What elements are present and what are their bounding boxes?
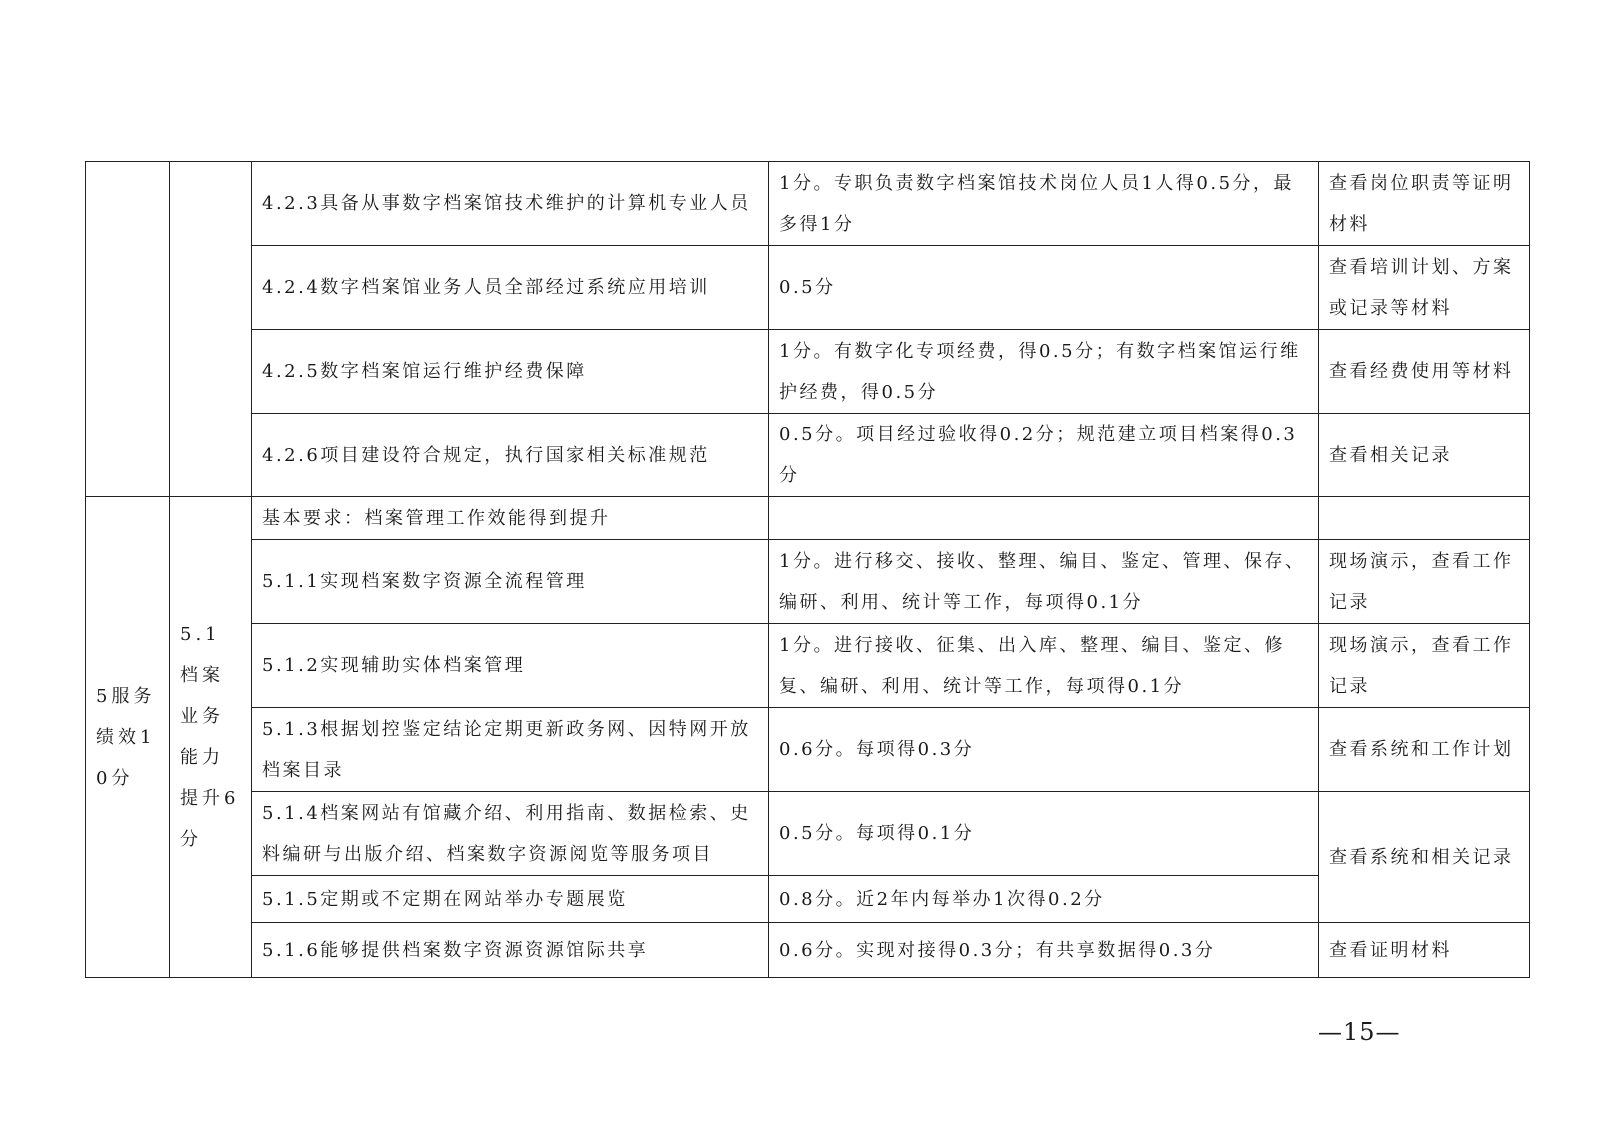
item-cell bbox=[252, 792, 769, 876]
item-text: 4.2.4数字档案馆业务人员全部经过系统应用培训 bbox=[262, 277, 710, 298]
item-text: 5.1.2实现辅助实体档案管理 bbox=[262, 655, 526, 676]
score-cell bbox=[769, 330, 1319, 414]
score-cell bbox=[769, 162, 1319, 246]
score-cell bbox=[769, 624, 1319, 708]
score-cell bbox=[769, 246, 1319, 330]
table-row bbox=[86, 162, 1530, 246]
item-text: 5.1.3根据划控鉴定结论定期更新政务网、因特网开放档案目录 bbox=[262, 718, 751, 781]
table-row bbox=[86, 497, 1530, 540]
method-text: 查看系统和相关记录 bbox=[1329, 846, 1514, 868]
item-cell bbox=[252, 540, 769, 624]
score-cell bbox=[769, 540, 1319, 624]
method-text: 查看相关记录 bbox=[1329, 444, 1452, 466]
table-row bbox=[86, 792, 1530, 876]
subcategory-cell-empty bbox=[170, 162, 252, 497]
category-cell bbox=[86, 497, 170, 978]
score-cell bbox=[769, 923, 1319, 978]
method-text: 查看证明材料 bbox=[1329, 939, 1452, 961]
item-text: 4.2.5数字档案馆运行维护经费保障 bbox=[262, 361, 587, 382]
item-cell bbox=[252, 330, 769, 414]
score-text: 1分。进行接收、征集、出入库、整理、编目、鉴定、修复、编研、利用、统计等工作，每项得0.1分 bbox=[779, 634, 1285, 697]
item-cell bbox=[252, 923, 769, 978]
table-row bbox=[86, 624, 1530, 708]
score-text: 1分。有数字化专项经费，得0.5分；有数字档案馆运行维护经费，得0.5分 bbox=[779, 340, 1301, 403]
category-cell-empty bbox=[86, 162, 170, 497]
item-text: 5.1.4档案网站有馆藏介绍、利用指南、数据检索、史料编研与出版介绍、档案数字资源阅览等服务项目 bbox=[262, 802, 751, 865]
item-cell bbox=[252, 162, 769, 246]
basic-requirement-text: 基本要求：档案管理工作效能得到提升 bbox=[262, 507, 611, 529]
method-cell bbox=[1319, 414, 1530, 497]
table-row bbox=[86, 708, 1530, 792]
item-text: 4.2.6项目建设符合规定，执行国家相关标准规范 bbox=[262, 444, 710, 466]
page-number: —15— bbox=[1318, 1018, 1401, 1046]
score-text: 1分。进行移交、接收、整理、编目、鉴定、管理、保存、编研、利用、统计等工作，每项得0.1分 bbox=[779, 550, 1306, 613]
item-cell bbox=[252, 246, 769, 330]
item-text: 5.1.5定期或不定期在网站举办专题展览 bbox=[262, 888, 628, 910]
score-text: 0.6分。每项得0.3分 bbox=[779, 739, 975, 760]
method-cell bbox=[1319, 708, 1530, 792]
table-row bbox=[86, 246, 1530, 330]
subcategory-cell bbox=[170, 497, 252, 978]
score-text: 0.5分。每项得0.1分 bbox=[779, 823, 975, 844]
category-text: 5服务绩效10分 bbox=[96, 685, 156, 789]
evaluation-table bbox=[85, 161, 1530, 978]
method-cell bbox=[1319, 246, 1530, 330]
item-cell bbox=[252, 708, 769, 792]
score-cell bbox=[769, 414, 1319, 497]
item-text: 4.2.3具备从事数字档案馆技术维护的计算机专业人员 bbox=[262, 193, 751, 214]
score-text: 0.5分 bbox=[779, 277, 836, 298]
method-text: 现场演示，查看工作记录 bbox=[1329, 550, 1514, 613]
method-cell bbox=[1319, 540, 1530, 624]
score-text: 1分。专职负责数字档案馆技术岗位人员1人得0.5分，最多得1分 bbox=[779, 172, 1295, 235]
method-text: 查看岗位职责等证明材料 bbox=[1329, 172, 1514, 235]
basic-requirement-cell bbox=[252, 497, 769, 540]
score-text: 0.5分。项目经过验收得0.2分；规范建立项目档案得0.3分 bbox=[779, 424, 1298, 486]
score-cell bbox=[769, 708, 1319, 792]
method-text: 查看经费使用等材料 bbox=[1329, 361, 1514, 382]
subcategory-text: 5.1档案业务能力提升6分 bbox=[180, 624, 240, 850]
score-text: 0.6分。实现对接得0.3分；有共享数据得0.3分 bbox=[779, 939, 1216, 961]
method-cell bbox=[1319, 162, 1530, 246]
item-cell bbox=[252, 876, 769, 923]
score-text: 0.8分。近2年内每举办1次得0.2分 bbox=[779, 888, 1105, 910]
score-cell-empty bbox=[769, 497, 1319, 540]
table-row bbox=[86, 876, 1530, 923]
item-cell bbox=[252, 624, 769, 708]
item-text: 5.1.6能够提供档案数字资源资源馆际共享 bbox=[262, 939, 649, 961]
method-text: 查看系统和工作计划 bbox=[1329, 739, 1514, 760]
item-text: 5.1.1实现档案数字资源全流程管理 bbox=[262, 571, 587, 592]
method-cell bbox=[1319, 330, 1530, 414]
method-cell bbox=[1319, 923, 1530, 978]
score-cell bbox=[769, 876, 1319, 923]
method-cell bbox=[1319, 624, 1530, 708]
table-row bbox=[86, 923, 1530, 978]
method-text: 查看培训计划、方案或记录等材料 bbox=[1329, 256, 1514, 319]
method-cell bbox=[1319, 792, 1530, 923]
method-cell-empty bbox=[1319, 497, 1530, 540]
score-cell bbox=[769, 792, 1319, 876]
table-row bbox=[86, 540, 1530, 624]
item-cell bbox=[252, 414, 769, 497]
table-row bbox=[86, 414, 1530, 497]
method-text: 现场演示，查看工作记录 bbox=[1329, 634, 1514, 697]
table-row bbox=[86, 330, 1530, 414]
